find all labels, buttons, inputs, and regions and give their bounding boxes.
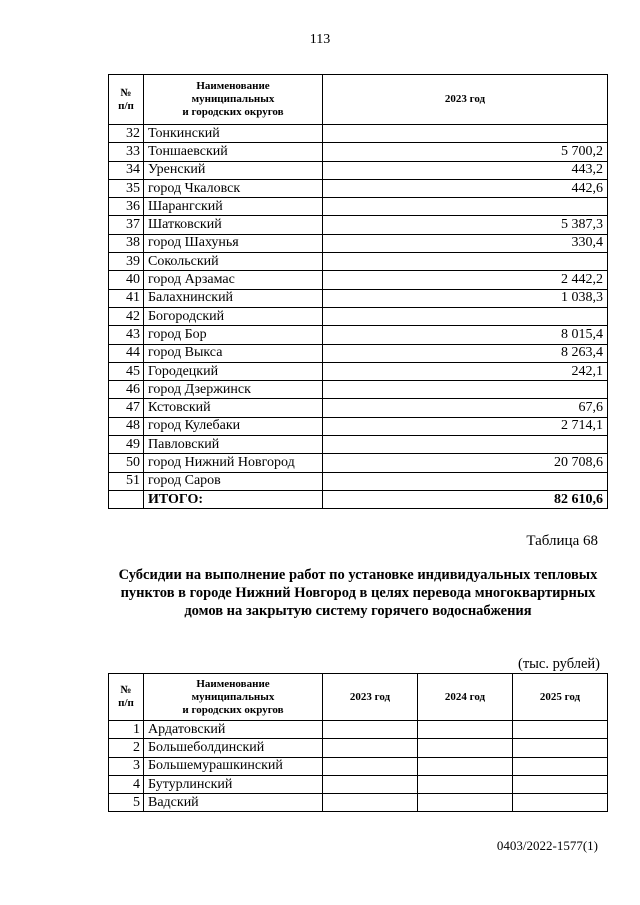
value-2023	[323, 125, 608, 143]
table-row	[109, 794, 608, 812]
value-2023: 2 714,1	[323, 417, 608, 435]
header-2024: 2024 год	[418, 674, 513, 721]
row-number: 39	[109, 253, 144, 271]
value-2025	[513, 775, 608, 793]
header-2023: 2023 год	[323, 674, 418, 721]
row-number: 40	[109, 271, 144, 289]
row-number: 51	[109, 472, 144, 490]
table-row	[109, 198, 608, 216]
value-2025	[513, 757, 608, 775]
value-2023	[323, 775, 418, 793]
municipality-name: город Выкса	[144, 344, 323, 362]
table-row	[109, 234, 608, 252]
header-2023: 2023 год	[323, 75, 608, 125]
municipality-name: Бутурлинский	[144, 775, 323, 793]
section-title: Субсидии на выполнение работ по установке индивидуальных тепловых пунктов в городе Нижний Новгород в целях перевода многоквартирных домов на закрытую систему горячего водоснабжения	[118, 567, 598, 619]
value-2023	[323, 757, 418, 775]
header-num: № п/п	[109, 75, 144, 125]
total-row	[109, 490, 608, 508]
value-2023: 442,6	[323, 179, 608, 197]
table-row	[109, 179, 608, 197]
table-row	[109, 454, 608, 472]
value-2023	[323, 198, 608, 216]
document-code: 0403/2022-1577(1)	[496, 838, 598, 853]
row-number: 34	[109, 161, 144, 179]
value-2023: 1 038,3	[323, 289, 608, 307]
value-2023	[323, 721, 418, 739]
row-number: 2	[109, 739, 144, 757]
table-row	[109, 326, 608, 344]
table-itp-subsidies	[108, 673, 608, 812]
municipality-name: город Кулебаки	[144, 417, 323, 435]
municipality-name: Шатковский	[144, 216, 323, 234]
table-row	[109, 253, 608, 271]
value-2024	[418, 775, 513, 793]
row-number: 48	[109, 417, 144, 435]
municipality-name: город Арзамас	[144, 271, 323, 289]
table-row	[109, 472, 608, 490]
row-number: 41	[109, 289, 144, 307]
value-2023: 5 387,3	[323, 216, 608, 234]
row-number: 46	[109, 381, 144, 399]
municipality-name: Сокольский	[144, 253, 323, 271]
row-number: 33	[109, 143, 144, 161]
municipality-name: Городецкий	[144, 362, 323, 380]
value-2025	[513, 739, 608, 757]
municipality-name: город Дзержинск	[144, 381, 323, 399]
municipality-name: Балахнинский	[144, 289, 323, 307]
municipality-name: город Шахунья	[144, 234, 323, 252]
row-number: 43	[109, 326, 144, 344]
value-2024	[418, 757, 513, 775]
value-2023	[323, 253, 608, 271]
page-number: 113	[309, 32, 331, 47]
municipality-name: Ардатовский	[144, 721, 323, 739]
table-row	[109, 125, 608, 143]
municipality-name: Вадский	[144, 794, 323, 812]
value-2023: 20 708,6	[323, 454, 608, 472]
municipality-name: Кстовский	[144, 399, 323, 417]
table-row	[109, 344, 608, 362]
value-2023: 5 700,2	[323, 143, 608, 161]
value-2023	[323, 794, 418, 812]
value-2023: 242,1	[323, 362, 608, 380]
municipality-name: Богородский	[144, 307, 323, 325]
table-row	[109, 757, 608, 775]
municipality-name: Тонкинский	[144, 125, 323, 143]
row-number: 50	[109, 454, 144, 472]
table-row	[109, 216, 608, 234]
total-num	[109, 490, 144, 508]
table-row	[109, 721, 608, 739]
value-2023: 330,4	[323, 234, 608, 252]
municipality-name: Тоншаевский	[144, 143, 323, 161]
municipality-name: город Чкаловск	[144, 179, 323, 197]
municipality-name: город Саров	[144, 472, 323, 490]
row-number: 35	[109, 179, 144, 197]
municipality-name: Павловский	[144, 436, 323, 454]
row-number: 47	[109, 399, 144, 417]
value-2023	[323, 472, 608, 490]
total-value: 82 610,6	[323, 490, 608, 508]
table-row	[109, 289, 608, 307]
table-row	[109, 161, 608, 179]
municipality-name: город Нижний Новгород	[144, 454, 323, 472]
table-caption: Таблица 68	[526, 533, 598, 549]
value-2024	[418, 721, 513, 739]
row-number: 36	[109, 198, 144, 216]
header-num: № п/п	[109, 674, 144, 721]
table-row	[109, 307, 608, 325]
header-2025: 2025 год	[513, 674, 608, 721]
table-row	[109, 399, 608, 417]
value-2023: 8 263,4	[323, 344, 608, 362]
value-2025	[513, 794, 608, 812]
table-row	[109, 381, 608, 399]
table-row	[109, 775, 608, 793]
table-row	[109, 362, 608, 380]
row-number: 5	[109, 794, 144, 812]
row-number: 38	[109, 234, 144, 252]
value-2024	[418, 794, 513, 812]
table-2023-subsidies	[108, 74, 608, 509]
value-2023: 443,2	[323, 161, 608, 179]
table-row	[109, 436, 608, 454]
value-2023	[323, 307, 608, 325]
value-2025	[513, 721, 608, 739]
row-number: 42	[109, 307, 144, 325]
row-number: 32	[109, 125, 144, 143]
row-number: 3	[109, 757, 144, 775]
row-number: 49	[109, 436, 144, 454]
value-2023: 8 015,4	[323, 326, 608, 344]
units-label: (тыс. рублей)	[518, 656, 600, 672]
municipality-name: Уренский	[144, 161, 323, 179]
value-2023: 67,6	[323, 399, 608, 417]
value-2023: 2 442,2	[323, 271, 608, 289]
value-2023	[323, 436, 608, 454]
table-row	[109, 417, 608, 435]
row-number: 44	[109, 344, 144, 362]
row-number: 45	[109, 362, 144, 380]
table-row	[109, 143, 608, 161]
row-number: 4	[109, 775, 144, 793]
value-2023	[323, 381, 608, 399]
municipality-name: Шарангский	[144, 198, 323, 216]
municipality-name: Большеболдинский	[144, 739, 323, 757]
table-row	[109, 739, 608, 757]
value-2024	[418, 739, 513, 757]
table-row	[109, 271, 608, 289]
municipality-name: Большемурашкинский	[144, 757, 323, 775]
total-label: ИТОГО:	[144, 490, 323, 508]
row-number: 1	[109, 721, 144, 739]
header-name: Наименование муниципальных и городских округов	[144, 674, 323, 721]
municipality-name: город Бор	[144, 326, 323, 344]
value-2023	[323, 739, 418, 757]
row-number: 37	[109, 216, 144, 234]
header-name: Наименование муниципальных и городских округов	[144, 75, 323, 125]
